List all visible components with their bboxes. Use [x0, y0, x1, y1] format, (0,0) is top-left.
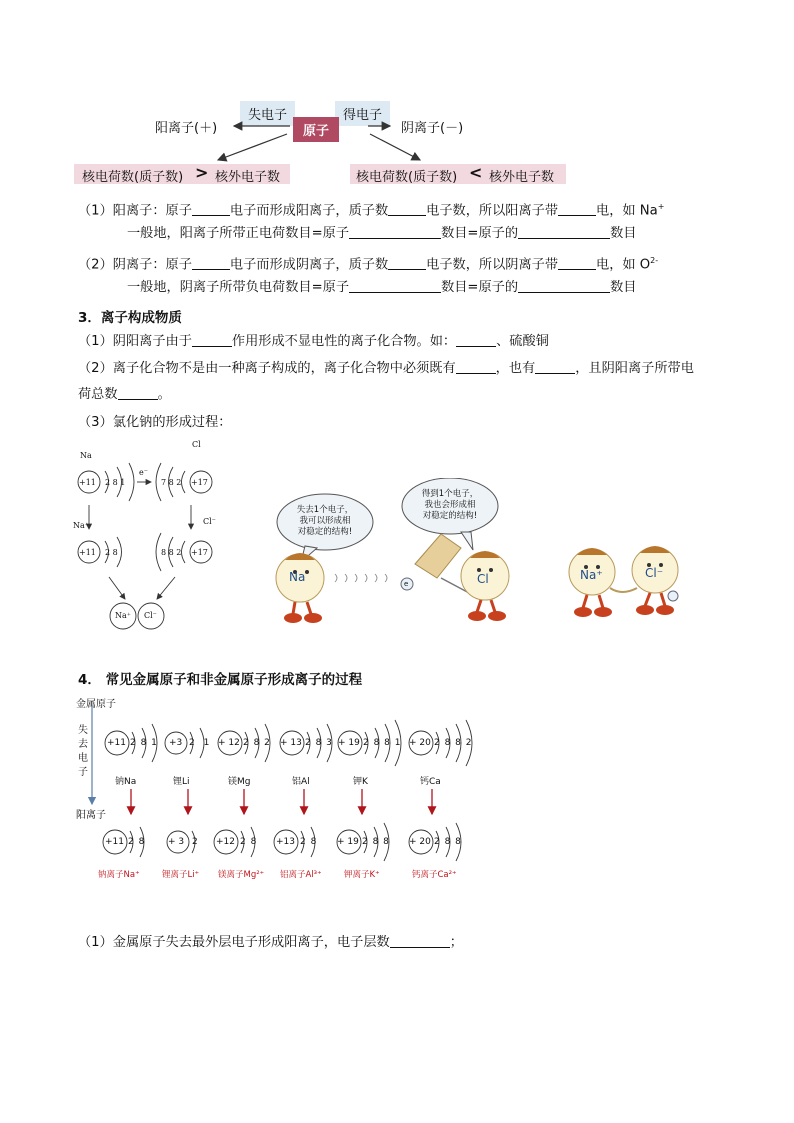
q1-line1: （1）阳离子：原子 电子而形成阳离子，质子数 电子数，所以阳离子带 电，如 Na+: [78, 202, 665, 219]
blank[interactable]: [388, 256, 426, 270]
greater-than-symbol: >: [195, 163, 209, 182]
speech-bubble-cl: 得到1个电子， 我也会形成相 对稳定的结构!: [421, 489, 479, 521]
blank[interactable]: [535, 360, 575, 374]
blank[interactable]: [518, 225, 610, 239]
s3-line2: （2）离子化合物不是由一种离子构成的，离子化合物中必须既有 ，也有 ，且阴阳离子所带电: [78, 361, 694, 376]
cation-label: 阳离子(＋): [155, 121, 218, 136]
blank[interactable]: [456, 333, 496, 347]
less-than-symbol: <: [469, 163, 483, 182]
blank[interactable]: [118, 386, 158, 400]
nacl-diagram-labels: Na Cl +11 +17 2 8 1 7 8 2 e⁻ Na⁺ Cl⁻ +11 +17 2 8 8 8 2 Na⁺ Cl⁻: [73, 440, 216, 620]
q2-line2: 一般地，阴离子所带负电荷数目=原子 数目=原子的 数目: [127, 280, 637, 295]
anion-condition-box: [350, 164, 566, 184]
blank[interactable]: [390, 934, 450, 948]
s3-line1: （1）阴阳离子由于 作用形成不显电性的离子化合物。如： 、硫酸铜: [78, 334, 549, 349]
blank[interactable]: [349, 225, 441, 239]
electron-count-text: 核外电子数: [215, 170, 281, 185]
atom-box: 原子: [293, 117, 339, 142]
electron-count-text: 核外电子数: [489, 170, 555, 185]
speech-bubble-na: 失去1个电子， 我可以形成相 对稳定的结构!: [296, 505, 354, 537]
nuclear-charge-text: 核电荷数(质子数): [356, 170, 458, 185]
s4-question-1: （1）金属原子失去最外层电子形成阳离子，电子层数 ；: [78, 935, 463, 950]
blank[interactable]: [388, 202, 426, 216]
q1-line2: 一般地，阳离子所带正电荷数目=原子 数目=原子的 数目: [127, 226, 637, 241]
cartoon-labels: 失去1个电子， 我可以形成相 对稳定的结构! 得到1个电子， 我也会形成相 对稳定的结构! Na Cl Na⁺ Cl⁻ e: [289, 489, 664, 588]
blank[interactable]: [558, 256, 596, 270]
lose-electron-label: 失电子: [240, 101, 295, 126]
metal-ion-labels: 金属原子 失 去 电 子 阳离子 +11 2 8 1 +3 2 1 + 12 2 8 2 + 13 2 8 3 + 19 2 8 8 1 + 20 2 8 8 2 钠Na 锂Li 镁Mg 铝Al 钾K 钙Ca +11 2 8 + 3 2 +12 2 8 +13 2 8 + 19 2 8 8 + 20 2 8 8 钠离子Na⁺ 锂离子Li⁺ 镁离子Mg²⁺ 铝离子Al³⁺ 钾离子K⁺ 钙离子Ca²⁺: [76, 699, 473, 880]
nuclear-charge-text: 核电荷数(质子数): [82, 170, 184, 185]
blank[interactable]: [192, 202, 230, 216]
gain-electron-label: 得电子: [335, 101, 390, 126]
cation-condition-box: [74, 164, 290, 184]
blank[interactable]: [558, 202, 596, 216]
section-3-title: 3．离子构成物质: [78, 310, 182, 326]
section-4-title: 4． 常见金属原子和非金属原子形成离子的过程: [78, 672, 363, 688]
blank[interactable]: [518, 279, 610, 293]
q2-line1: （2）阴离子：原子 电子而形成阴离子，质子数 电子数，所以阴离子带 电，如 $O^{2-}$: [78, 256, 659, 273]
blank[interactable]: [349, 279, 441, 293]
s3-line3: 荷总数 。: [78, 387, 171, 402]
blank[interactable]: [192, 256, 230, 270]
s3-line4: （3）氯化钠的形成过程：: [78, 415, 232, 430]
lose-electron-vertical: 失 去 电 子: [78, 725, 88, 778]
anion-label: 阴离子(－): [401, 121, 464, 136]
blank[interactable]: [192, 333, 232, 347]
blank[interactable]: [456, 360, 496, 374]
